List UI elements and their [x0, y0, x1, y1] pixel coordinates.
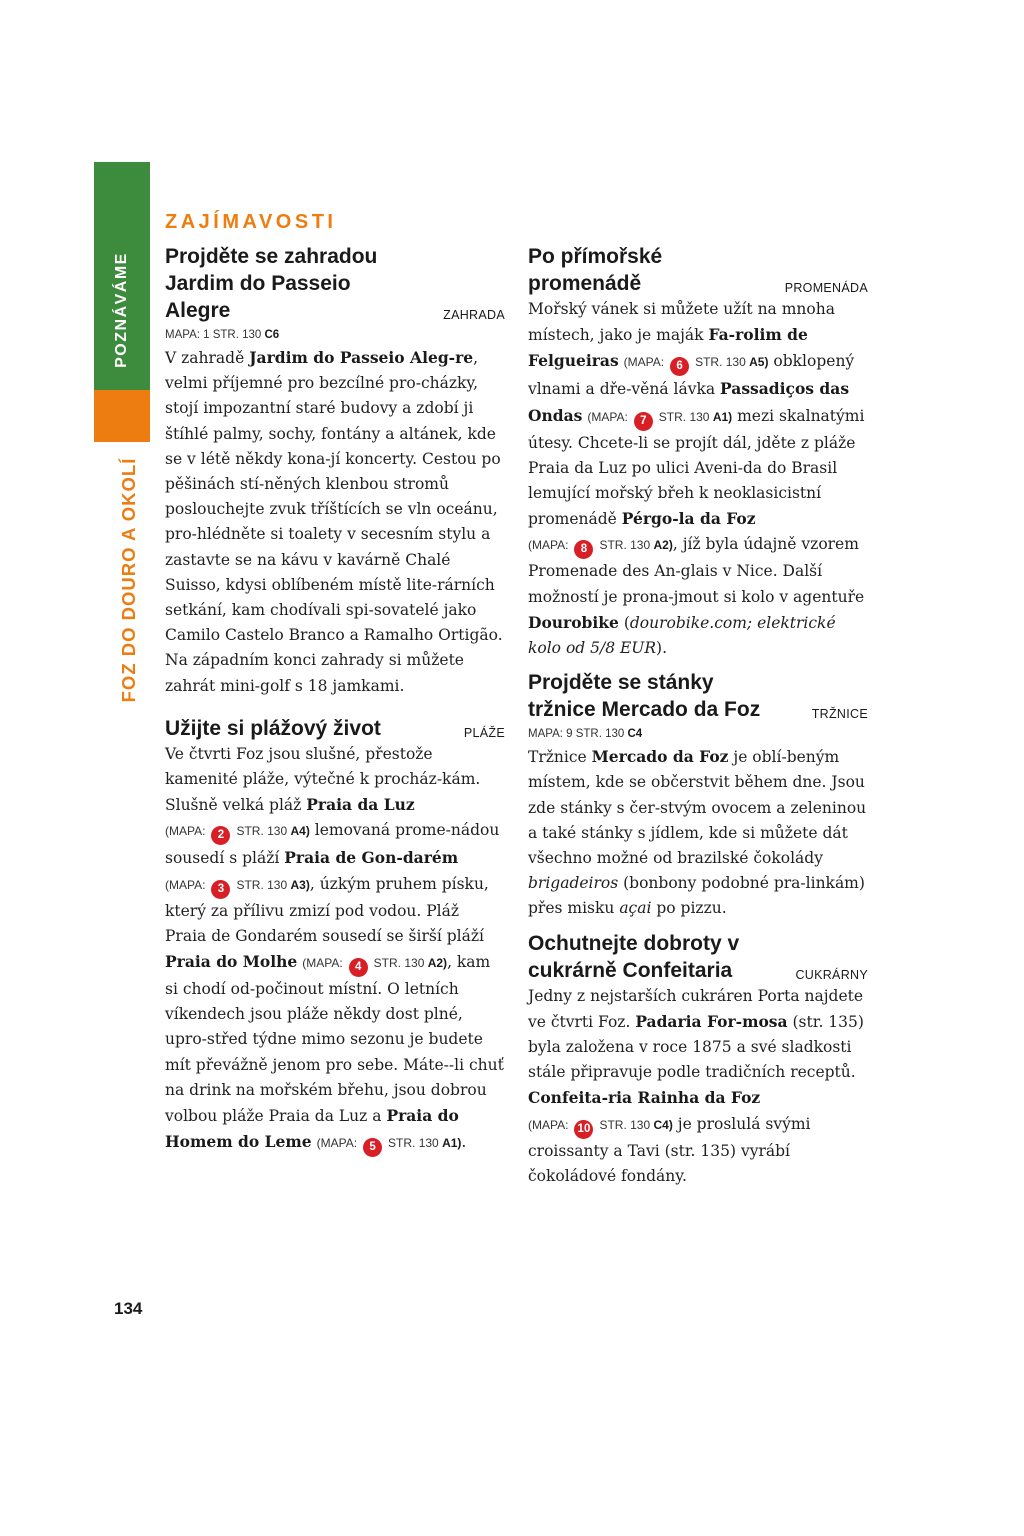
- map-grid: A3): [290, 877, 310, 892]
- map-reference: [528, 538, 673, 556]
- body-text: Mořský vánek si můžete užít na mnoha místech, jako je maják: [528, 300, 835, 345]
- body-bold: Dourobike: [528, 612, 619, 632]
- body-bold: Praia do Homem do Leme: [165, 1106, 459, 1152]
- region-tab-label: FOZ DO DOURO A OKOLÍ: [118, 457, 139, 703]
- map-ref-text: STR. 130: [236, 877, 288, 892]
- map-ref-text: STR. 130: [658, 409, 710, 424]
- map-pin-icon: 6: [670, 357, 689, 376]
- body-text: , jíž byla údajně vzorem Promenade des An-glais v Nice. Další možností je prona-jmout si kolo v agentuře: [528, 535, 865, 606]
- body-text: obklopený vlnami a dře-věná lávka: [528, 352, 855, 399]
- body-text: ).: [656, 639, 668, 658]
- entry-plaze: [165, 715, 505, 1157]
- body-text: .: [461, 1133, 467, 1152]
- body-bold: Praia de Gon-darém: [284, 848, 459, 868]
- body-bold: Jardim do Passeio Aleg-re: [249, 348, 474, 367]
- entry-body: [165, 742, 505, 1157]
- map-grid: C4: [627, 728, 643, 741]
- map-reference: [316, 1136, 462, 1154]
- entry-category: TRŽNICE: [811, 707, 868, 722]
- map-grid: A2): [653, 538, 673, 553]
- map-ref-text: STR. 130: [373, 956, 425, 971]
- body-bold: Fa-rolim de Felgueiras: [528, 325, 808, 371]
- map-reference: [165, 326, 505, 345]
- map-pin-icon: 3: [211, 880, 230, 899]
- entry-promenada: [528, 243, 868, 661]
- page-number: 134: [114, 1299, 143, 1318]
- entry-category: CUKRÁRNY: [795, 967, 868, 982]
- section-tab-label: POZNÁVÁME: [113, 252, 130, 368]
- map-grid: A5): [749, 355, 769, 370]
- entry-header: [528, 669, 868, 723]
- map-reference: [302, 956, 448, 974]
- map-grid: A1): [442, 1136, 462, 1151]
- entry-title: Ochutnejte dobroty v cukrárně Confeitaria: [528, 931, 740, 982]
- body-text: po pizzu.: [651, 899, 727, 918]
- entry-header: [528, 930, 868, 984]
- map-reference: [623, 355, 769, 373]
- body-text: lemovaná prome-nádou sousedí s pláží: [165, 821, 500, 868]
- entry-header: [165, 243, 505, 324]
- entry-header: [165, 715, 505, 742]
- map-pin-icon: 7: [634, 412, 653, 431]
- body-bold: Padaria For-mosa: [635, 1011, 788, 1031]
- map-pin-icon: 4: [349, 958, 368, 977]
- body-text: (str. 135) byla založena v roce 1875 a své sladkosti stále připravuje podle tradičních receptů.: [528, 1012, 864, 1082]
- body-text: Tržnice: [528, 748, 592, 767]
- entry-body: [528, 744, 868, 921]
- body-bold: Praia da Luz: [306, 795, 415, 815]
- body-bold: Praia do Molhe: [165, 952, 298, 972]
- entry-title: Užijte si plážový život: [165, 716, 381, 740]
- right-column: [528, 243, 868, 1189]
- map-ref-text: (MAPA:: [165, 877, 206, 892]
- entry-category: PLÁŽE: [463, 725, 505, 740]
- body-text: , úzkým pruhem písku, který za přílivu zmizí pod vodou. Pláž Praia de Gondarém sousedí se širší pláží: [165, 874, 489, 945]
- entry-title: Po přímořské promenádě: [528, 245, 663, 295]
- map-ref-text: MAPA: 1 STR. 130: [165, 329, 262, 341]
- body-text: V zahradě: [165, 349, 250, 367]
- body-text: je oblí-beným místem, kde se občerstvit během dne. Jsou zde stánky s čer-stvým ovocem a zeleninou a také stánky s jídlem, kde si můžete dát všechno možné od brazilské čokolády: [528, 748, 867, 868]
- entry-body: [165, 345, 505, 699]
- entry-category: ZAHRADA: [443, 308, 505, 322]
- body-italic: dourobike.com; elektrické kolo od 5/8 EUR: [528, 613, 836, 658]
- map-ref-text: STR. 130: [695, 355, 746, 370]
- map-pin-icon: 2: [211, 826, 230, 845]
- map-reference: [587, 409, 733, 427]
- entry-title: Projděte se zahradou Jardim do Passeio Alegre: [165, 245, 378, 322]
- map-ref-text: (MAPA:: [165, 824, 206, 839]
- entry-body: [528, 297, 868, 661]
- entry-category: PROMENÁDA: [784, 281, 868, 295]
- left-column: [165, 243, 505, 1157]
- map-grid: C4): [653, 1117, 673, 1132]
- map-pin-icon: 10: [574, 1120, 593, 1139]
- section-tab-orange: [94, 390, 150, 442]
- body-text: , velmi příjemné pro bezcílné pro-cházky, stojí impozantní staré budovy a zdobí ji štíhlé palmy, sochy, fontány a altánek, kde se v létě někdy kona-jí koncerty. Cestou po pěšinách stí-něných klenbou stromů poslouchejte zvuk tříštících se vln oceánu, pro-hlédněte si toalety v secesním stylu a zastavte se na kávu v kavárně Chalé Suisso, kdysi oblíbeném místě lite-rárních setkání, kam chodívali spi-sovatelé jako Camilo Castelo Branco a Ramalho Ortigão. Na západním konci zahrady si můžete zahrát mini-golf s 18 jamkami.: [165, 349, 503, 695]
- body-bold: Pérgo-la da Foz: [621, 509, 756, 529]
- map-ref-text: STR. 130: [599, 1117, 651, 1132]
- body-text: , kam si chodí od-počinout místní. O letních víkendech jsou pláže někdy dost plné, upro-střed týdne mimo sezonu je budete mít převážně jenom pro sebe. Máte--li chuť na drink na mořském břehu, jsou dobrou volbou pláže Praia da Luz a: [165, 953, 504, 1126]
- body-bold: Passadiços das Ondas: [528, 379, 850, 425]
- body-italic: brigadeiros: [528, 874, 619, 893]
- body-bold: Mercado da Foz: [591, 747, 729, 767]
- entry-cukrarny: [528, 930, 868, 1189]
- map-ref-text: (MAPA:: [316, 1136, 358, 1151]
- body-text: je proslulá svými croissanty a Tavi (str. 135) vyrábí čokoládové fondány.: [528, 1114, 811, 1185]
- body-text: Jedny z nejstarších cukráren Porta najdete ve čtvrti Foz.: [528, 986, 864, 1031]
- body-bold: Confeita-ria Rainha da Foz: [528, 1088, 761, 1108]
- map-grid: A4): [290, 824, 310, 839]
- map-pin-icon: 5: [363, 1138, 382, 1157]
- entry-trznice: [528, 669, 868, 921]
- map-ref-text: (MAPA:: [528, 1117, 569, 1132]
- entry-jardim: [165, 243, 505, 699]
- map-pin-icon: 8: [574, 540, 593, 559]
- body-text: mezi skalnatými útesy. Chcete-li se projít dál, jděte z pláže Praia da Luz po ulici Aveni-da do Brasil lemující mořský břeh k neoklasicistní promenádě: [528, 406, 865, 529]
- body-text: (: [618, 613, 630, 632]
- map-ref-text: (MAPA:: [623, 355, 665, 370]
- map-ref-text: STR. 130: [388, 1136, 439, 1151]
- map-reference: [528, 1117, 673, 1135]
- map-grid: C6: [264, 329, 280, 341]
- map-ref-text: STR. 130: [236, 824, 288, 839]
- body-text: Ve čtvrti Foz jsou slušné, přestože kamenité pláže, výtečné k procház-kám. Slušně velká pláž: [165, 744, 481, 815]
- map-ref-text: (MAPA:: [302, 956, 343, 971]
- body-italic: açai: [619, 899, 652, 918]
- body-text: (bonbony podobné pra-linkám) přes misku: [528, 874, 865, 918]
- entry-body: [528, 984, 868, 1189]
- map-ref-text: STR. 130: [599, 538, 651, 553]
- map-reference: [528, 725, 868, 744]
- map-reference: [165, 877, 310, 895]
- entry-header: [528, 243, 868, 297]
- map-ref-text: (MAPA:: [528, 538, 569, 553]
- section-title: ZAJÍMAVOSTI: [165, 211, 337, 233]
- map-ref-text: MAPA: 9 STR. 130: [528, 728, 625, 741]
- map-reference: [165, 824, 310, 842]
- map-grid: A2): [427, 956, 448, 971]
- map-grid: A1): [712, 409, 733, 424]
- map-ref-text: (MAPA:: [587, 409, 628, 424]
- entry-title: Projděte se stánky tržnice Mercado da Foz: [528, 671, 761, 722]
